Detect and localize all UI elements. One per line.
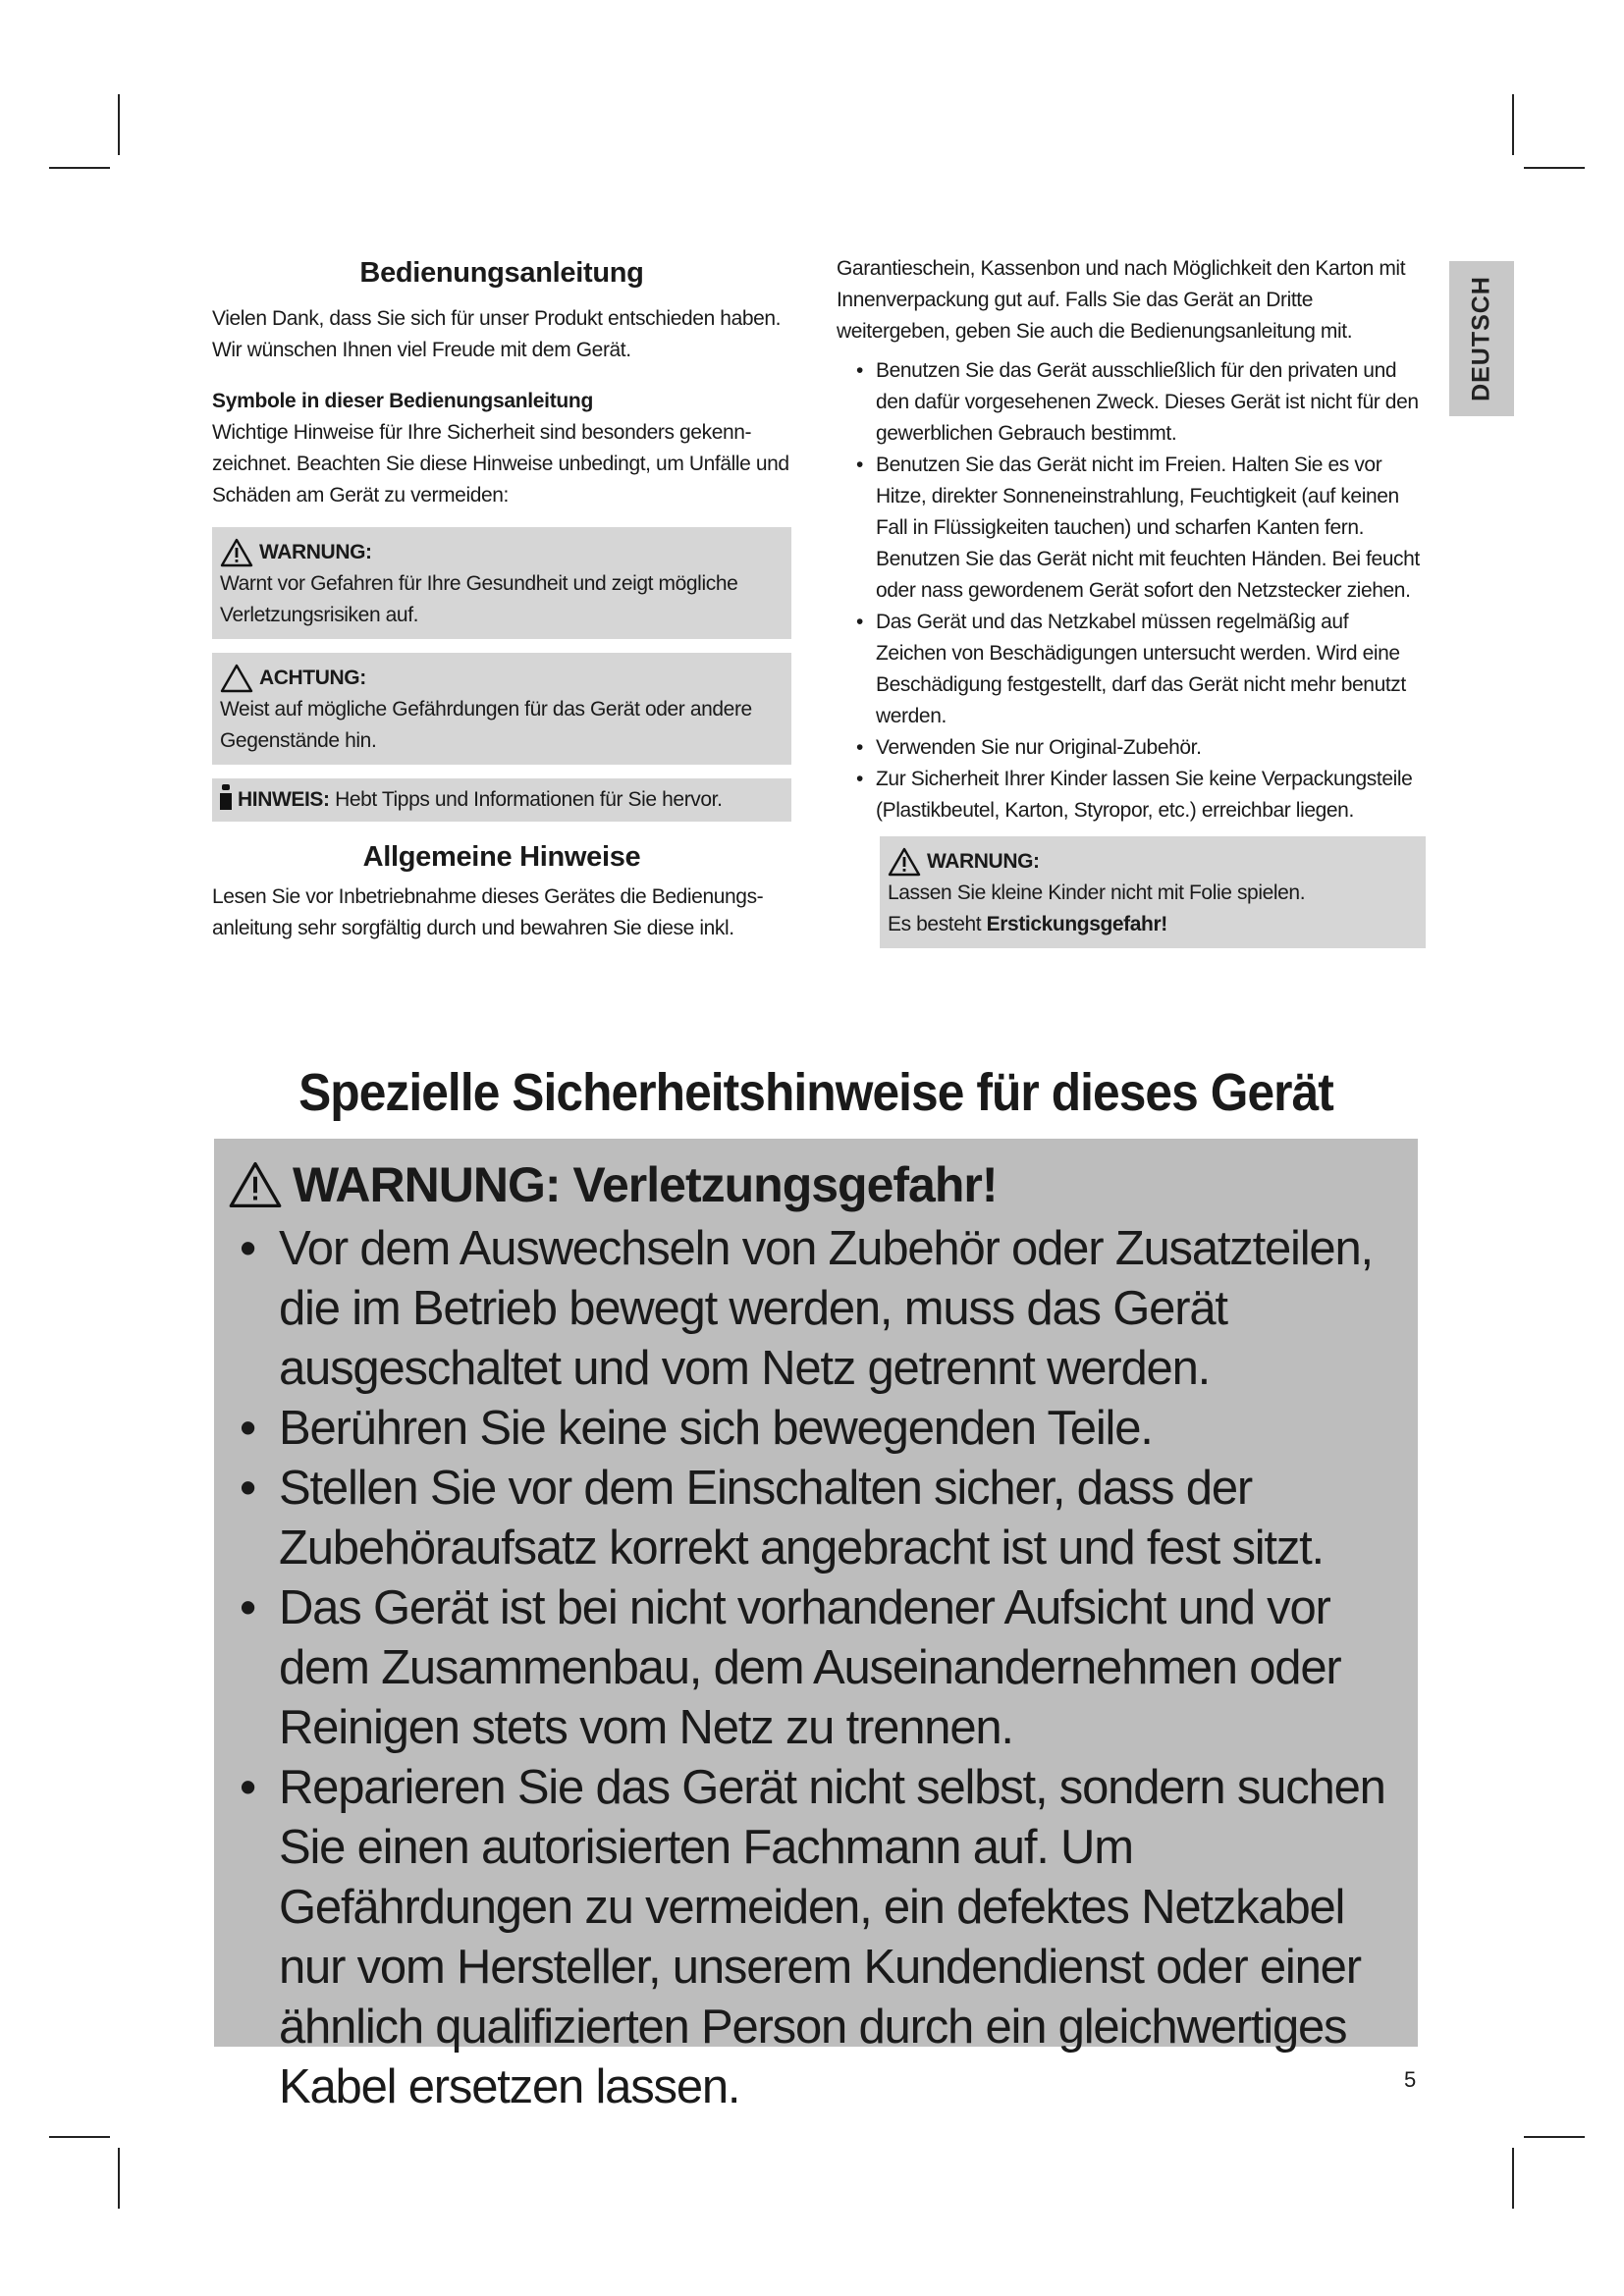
crop-mark	[49, 167, 110, 169]
list-item: • Das Gerät und das Netzkabel müssen regelmäßig auf Zeichen von Beschädigungen untersucht werden. Wird eine Beschädigung festgestellt, darf das Gerät nicht mehr benutzt werden.	[856, 611, 1406, 727]
note-box	[212, 778, 791, 822]
language-tab-label: DEUTSCH	[1467, 276, 1495, 401]
caution-box	[212, 653, 791, 765]
note-text: Hebt Tipps und Informationen für Sie hervor.	[329, 788, 723, 811]
special-safety-list	[228, 1219, 1418, 2117]
list-item: • Vor dem Auswechseln von Zubehör oder Zusatzteilen, die im Betrieb bewegt werden, muss das Gerät ausgeschaltet und vom Netz getrennt werden.	[240, 1222, 1373, 1395]
list-item: • Benutzen Sie das Gerät ausschließlich für den privaten und den dafür vorgesehenen Zweck. Dieses Gerät ist nicht für den gewerblichen Gebrauch bestimmt.	[856, 359, 1419, 445]
crop-mark	[1524, 167, 1585, 169]
symbols-heading: Symbole in dieser Bedienungsanleitung	[212, 390, 593, 412]
manual-title: Bedienungsanleitung	[359, 257, 644, 289]
note-label: HINWEIS:	[238, 788, 330, 811]
list-item: • Berühren Sie keine sich bewegenden Teile.	[240, 1402, 1153, 1455]
warning-box	[212, 527, 791, 639]
warning-line-1: Lassen Sie kleine Kinder nicht mit Folie spielen.	[888, 881, 1306, 904]
info-icon	[220, 784, 232, 810]
safety-list	[837, 355, 1424, 827]
caution-label: ACHTUNG:	[259, 667, 366, 689]
symbols-text: Wichtige Hinweise für Ihre Sicherheit sind besonders gekennzeichnet. Beachten Sie diese Hinweise unbedingt, um Unfälle und Schäden am Gerät zu vermeiden:	[212, 421, 789, 507]
special-warning-box	[214, 1139, 1418, 2113]
crop-mark	[118, 94, 120, 155]
caution-text: Weist auf mögliche Gefährdungen für das Gerät oder andere Gegenstände hin.	[220, 698, 752, 752]
list-item: • Verwenden Sie nur Original-Zubehör.	[856, 736, 1202, 759]
warning-line-2: Es besteht Erstickungsgefahr!	[888, 913, 1167, 935]
special-warning-label: WARNUNG: Verletzungsgefahr!	[293, 1157, 998, 1212]
list-item: • Benutzen Sie das Gerät nicht im Freien. Halten Sie es vor Hitze, direkter Sonneneinstrahlung, Feuchtigkeit (auf keinen Fall in Flüssigkeiten tauchen) und scharfen Kanten fern. Benutzen Sie das Gerät nicht mit feuchten Händen. Bei feucht oder nass gewordenem Gerät sofort den Netzstecker ziehen.	[856, 454, 1420, 602]
special-safety-title: Spezielle Sicherheitshinweise für dieses Gerät	[298, 1063, 1333, 1122]
list-item: • Zur Sicherheit Ihrer Kinder lassen Sie keine Verpackungsteile (Plastikbeutel, Karton, Styropor, etc.) erreichbar liegen.	[856, 768, 1413, 822]
right-column	[837, 253, 1424, 962]
warning-icon	[888, 847, 921, 877]
list-item: • Reparieren Sie das Gerät nicht selbst, sondern suchen Sie einen autorisierten Fachmann auf. Um Gefährdungen zu vermeiden, ein defektes Netzkabel nur vom Hersteller, unserem Kundendienst oder einer ähnlich qualifizierten Person durch ein gleichwertiges Kabel ersetzen lassen.	[240, 1761, 1385, 2113]
warning-text: Warnt vor Gefahren für Ihre Gesundheit und zeigt mögliche Verletzungsrisiken auf.	[220, 572, 738, 626]
suffocation-warning-box	[880, 836, 1426, 948]
crop-mark	[118, 2148, 120, 2209]
crop-mark	[1512, 2148, 1514, 2209]
warning-label: WARNUNG:	[927, 850, 1040, 873]
crop-mark	[1524, 2136, 1585, 2138]
list-item: • Das Gerät ist bei nicht vorhandener Aufsicht und vor dem Zusammenbau, dem Auseinandernehmen oder Reinigen stets vom Netz zu trennen.	[240, 1581, 1341, 1754]
intro-text: Vielen Dank, dass Sie sich für unser Produkt entschieden haben. Wir wünschen Ihnen viel Freude mit dem Gerät.	[212, 307, 782, 361]
caution-icon	[220, 664, 253, 693]
general-title: Allgemeine Hinweise	[362, 841, 641, 873]
right-intro-text: Garantieschein, Kassenbon und nach Möglichkeit den Karton mit Innenverpackung gut auf. Falls Sie das Gerät an Dritte weitergeben, geben Sie auch die Bedienungsanleitung mit.	[837, 257, 1406, 343]
language-tab	[1449, 261, 1514, 416]
crop-mark	[1512, 94, 1514, 155]
warning-label: WARNUNG:	[259, 541, 372, 563]
warning-icon	[228, 1160, 283, 1209]
left-column	[212, 257, 791, 944]
list-item: • Stellen Sie vor dem Einschalten sicher, dass der Zubehöraufsatz korrekt angebracht ist und fest sitzt.	[240, 1462, 1324, 1575]
general-text: Lesen Sie vor Inbetriebnahme dieses Gerätes die Bedienungsanleitung sehr sorgfältig durch und bewahren Sie diese inkl.	[212, 885, 764, 939]
warning-icon	[220, 538, 253, 567]
crop-mark	[49, 2136, 110, 2138]
page-number: 5	[1404, 2067, 1417, 2092]
